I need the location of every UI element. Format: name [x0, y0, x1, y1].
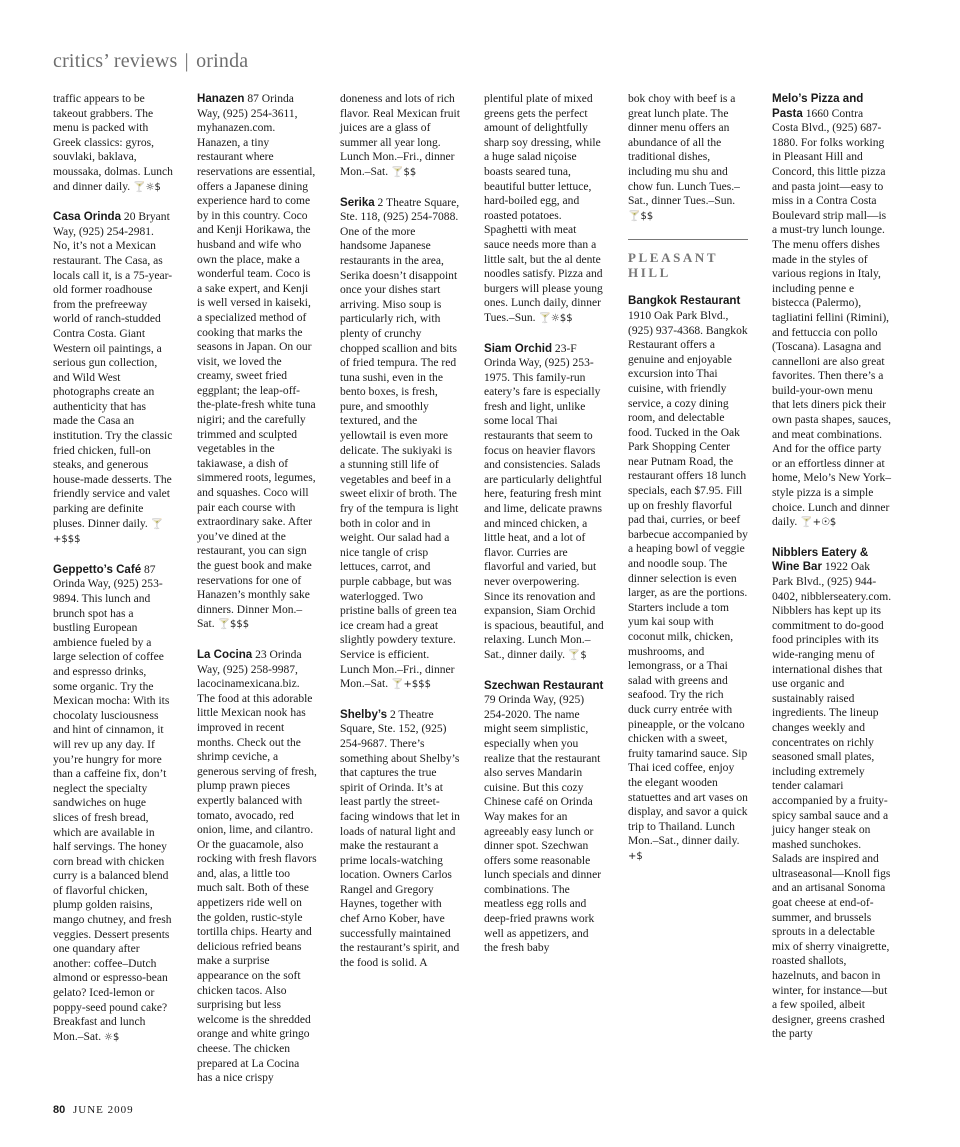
page-footer — [53, 1104, 134, 1116]
restaurant-name: Geppetto’s Café — [53, 563, 142, 576]
review-text: 87 Orinda Way, (925) 253-9894. This lunch and brunch spot has a bustling European ambience fueled by a large selection of coffee and espresso drinks, some organic. Try the Mexican mocha: With its chocolaty lusciousness and hint of cinnamon, it will rev up any day. If you’re hungry for more than a caffeine fix, don’t neglect the specialty sandwiches on huge slices of fresh bread, which are available in half servings. The honey corn bread with chicken curry is a balanced blend of flavorful chicken, plump golden raisins, mango chutney, and fresh veggies. Dessert presents one quandary after another: coffee–Dutch almond or espresso-bean gelato? Iced-lemon or poppy-seed pound cake? Breakfast and lunch Mon.–Sat. — [53, 563, 172, 1043]
review-text: 1660 Contra Costa Blvd., (925) 687-1880. For folks working in Pleasant Hill and Concord, this little pizza and pasta joint—easy to miss in a Contra Costa Boulevard strip mall—is a must-try lunch lounge. The menu offers dishes made in the styles of various regions in Italy, including penne e bistecca (Palermo), tagliatini fellini (Rimini), and fettuccia con pollo (Toscana). Lasagna and cannelloni are also great favorites. Then there’s a build-your-own menu that lets diners pick their own pasta shapes, sauces, and meat combinations. And for the office party or an effortless dinner at home, Melo’s New York–style pizza is a simple choice. Lunch and dinner daily. — [772, 107, 891, 529]
price-symbols: 🍸+☉$ — [800, 517, 837, 529]
review-entry — [197, 92, 317, 633]
price-symbols: 🍸$ — [567, 649, 587, 661]
review-entry — [197, 648, 317, 1086]
header-separator: | — [184, 50, 189, 72]
restaurant-name: Nibblers Eatery & Wine Bar — [772, 546, 869, 574]
restaurant-name: Melo’s Pizza and Pasta — [772, 93, 864, 120]
review-entry — [772, 92, 892, 531]
review-text: 2 Theatre Square, Ste. 152, (925) 254-9687. There’s something about Shelby’s that captures the true spirit of Orinda. It’s at least partly the street-facing windows that let in loads of natural light and make the restaurant a prime locals-watching location. Owners Carlos Rangel and Gregory Haynes, together with chef Arno Kober, have successfully maintained the restaurant’s spirit, and the food is solid. A — [340, 708, 460, 969]
section-title: critics’ reviews — [53, 50, 178, 72]
section-divider — [628, 239, 748, 240]
restaurant-name: Serika — [340, 196, 375, 209]
price-symbols: 🍸$$ — [628, 210, 654, 222]
review-text: traffic appears to be takeout grabbers. The menu is packed with Greek classics: gyros, souvlaki, baklava, moussaka, dolmas. Lunch and dinner daily. — [53, 93, 173, 193]
issue-date: JUNE 2009 — [73, 1104, 134, 1116]
review-continuation — [628, 92, 748, 224]
page-header — [53, 50, 248, 73]
restaurant-name: Casa Orinda — [53, 211, 122, 224]
column-6 — [772, 92, 892, 1042]
price-symbols: +$ — [628, 850, 643, 862]
column-4 — [484, 92, 604, 956]
review-entry — [340, 196, 460, 693]
column-5 — [628, 92, 748, 865]
review-entry — [53, 210, 173, 548]
price-symbols: ☼$ — [104, 1031, 120, 1043]
restaurant-name: Siam Orchid — [484, 342, 553, 355]
price-symbols: 🍸☼$$ — [538, 312, 573, 324]
review-text: 23-F Orinda Way, (925) 253-1975. This family-run eatery’s fare is especially fresh and light, unlike some local Thai restaurants that seem to focus on heavier flavors and consistencies. Salads are particularly delightful here, featuring fresh mint and lime, delicate prawns and minced chicken, a little heat, and a lot of flavor. Curries are flavorful and varied, but never overpowering. Since its renovation and expansion, Siam Orchid is spacious, beautiful, and relaxing. Lunch Mon.–Sat., dinner daily. — [484, 342, 604, 661]
price-symbols: 🍸+$$$ — [391, 679, 431, 691]
review-continuation — [340, 92, 460, 181]
restaurant-name: Hanazen — [197, 93, 245, 105]
review-text: 1922 Oak Park Blvd., (925) 944-0402, nibblerseatery.com. Nibblers has kept up its commitment to do-good food principles with its wide-ranging menu of international dishes that use organic and sustainably raised ingredients. The lineup changes weekly and concentrates on richly seasoned small plates, including extremely tender calamari accompanied by a fruity-spicy sambal sauce and a juicy hanger steak on mashed sunchokes. Salads are inspired and ultraseasonal—Knoll figs and an artisanal Sonoma goat cheese at end-of-summer, and brussels sprouts in a delectable mix of sherry vinaigrette, roasted shallots, hazelnuts, and bacon in winter, for instance—but a few spoiled, albeit designer, greens crashed the party — [772, 561, 892, 1041]
price-symbols: 🍸$$$ — [217, 619, 250, 631]
location-title: orinda — [196, 50, 249, 72]
price-symbols: 🍸☼$ — [133, 181, 161, 193]
restaurant-name: La Cocina — [197, 648, 253, 661]
restaurant-name: Shelby’s — [340, 708, 388, 721]
review-continuation — [484, 92, 604, 327]
price-symbols: 🍸+$$$ — [53, 518, 164, 546]
review-entry — [53, 563, 173, 1046]
page-number: 80 — [53, 1104, 66, 1116]
review-text: bok choy with beef is a great lunch plate. The dinner menu offers an abundance of all the traditional dishes, including mu shu and chow fun. Lunch Tues.–Sat., dinner Tues.–Sun. — [628, 93, 740, 208]
section-heading: PLEASANT HILL — [628, 250, 718, 281]
review-text: 1910 Oak Park Blvd., (925) 937-4368. Bangkok Restaurant offers a genuine and enjoyable excursion into Thai cuisine, with friendly service, a cozy dining room, and delectable food. Tucked in the Oak Park Shopping Center near Putnam Road, the restaurant offers 18 lunch specials, each $7.95. Fill up on freshly flavorful pad thai, curries, or beef barbecue accompanied by a heaping bowl of veggie and noodle soup. The dinner selection is even larger, as are the portions. Starters include a tom yum kai soup with coconut milk, chicken, mushrooms, and lemongrass, or a Thai salad with greens and seafood. Try the rich duck curry entrée with pineapple, or the volcano chicken with a sweet, fruity tamarind sauce. Sip Thai iced coffee, enjoy the elegant wooden statuettes and art vases on display, and savor a quick trip to Thailand. Lunch Mon.–Sat., dinner daily. — [628, 309, 748, 848]
column-1 — [53, 92, 173, 1045]
review-continuation — [53, 92, 173, 195]
price-symbols: 🍸$$ — [391, 166, 417, 178]
review-columns — [53, 92, 911, 1092]
review-text: plentiful plate of mixed greens gets the perfect amount of delightfully sharp soy dressing, while a huge salad niçoise boasts seared tuna, beautiful butter lettuce, hard-boiled egg, and roasted potatoes. Spaghetti with meat sauce needs more than a little salt, but the al dente noodles satisfy. Pizza and burgers will please young ones. Lunch daily, dinner Tues.–Sun. — [484, 93, 603, 324]
column-2 — [197, 92, 317, 1086]
review-entry — [484, 679, 604, 956]
restaurant-name: Szechwan Restaurant — [484, 679, 604, 692]
review-entry — [628, 294, 748, 864]
review-text: doneness and lots of rich flavor. Real Mexican fruit juices are a glass of summer all year long. Lunch Mon.–Fri., dinner Mon.–Sat. — [340, 93, 460, 178]
review-text: 2 Theatre Square, Ste. 118, (925) 254-7088. One of the more handsome Japanese restaurants in the area, Serika doesn’t disappoint once your dishes start arriving. Miso soup is particularly rich, with plenty of crunchy chopped scallion and bits of fried tempura. The red tuna sushi, even in the bento boxes, is fresh, pure, and smoothly textured, and the yellowtail is even more delicate. The sukiyaki is a stunning still life of vegetables and beef in a sweet elixir of broth. The fry of the tempura is light both in color and in weight. Our salad had a nice tangle of crisp lettuces, carrot, and purple cabbage, but was waterlogged. Two pristine balls of green tea ice cream had a great slightly powdery texture. Service is efficient. Lunch Mon.–Fri., dinner Mon.–Sat. — [340, 196, 460, 691]
review-entry — [340, 708, 460, 971]
restaurant-name: Bangkok Restaurant — [628, 295, 741, 308]
review-text: 20 Bryant Way, (925) 254-2981. No, it’s not a Mexican restaurant. The Casa, as locals call it, is a 75-year-old former roadhouse from the prefreeway world of ranch-studded Contra Costa. Giant Western oil paintings, a serious gun collection, and Wild West photographs create an authenticity that has made the Casa an institution. Try the classic fried chicken, full-on steaks, and generous house-made desserts. The friendly service and valet parking are definite pluses. Dinner daily. — [53, 211, 173, 530]
review-entry — [772, 546, 892, 1042]
review-text: 87 Orinda Way, (925) 254-3611, myhanazen.com. Hanazen, a tiny restaurant where reservations are essential, offers a Japanese dining experience hard to come by in this country. Coco and Kenji Horikawa, the husband and wife who own the place, make a wonderful team. Coco is a sake expert, and Kenji is well versed in kaiseki, a specialized method of cooking that marks the seasons in Japan. On our visit, we loved the creamy, sweet fried eggplant; the leap-off-the-plate-fresh white tuna nigiri; and the carefully trimmed and sculpted vegetables in the takiawase, a dish of simmered roots, legumes, and squashes. Coco will pair each course with extraordinary sake. After you’ve dined at the restaurant, you can sign the guest book and make reservations for one of Hanazen’s monthly sake dinners. Dinner Mon.–Sat. — [197, 93, 316, 631]
review-text: 23 Orinda Way, (925) 258-9987, lacocinamexicana.biz. The food at this adorable little Mexican nook has improved in recent months. Check out the shrimp ceviche, a generous serving of fresh, plump prawn pieces expertly balanced with tomato, avocado, red onion, lime, and cilantro. Or the guacamole, also rocking with fresh flavors and, alas, a little too much salt. Both of these appetizers ride well on the golden, rustic-style tortilla chips. Hearty and delicious refried beans make a surprise appearance on the soft chicken tacos. Also surprising but less welcome is the shredded orange and white gringo cheese. The chicken prepared at La Cocina has a nice crispy — [197, 648, 317, 1085]
column-3 — [340, 92, 460, 970]
review-entry — [484, 342, 604, 664]
review-text: 79 Orinda Way, (925) 254-2020. The name might seem simplistic, especially when you realize that the restaurant also serves Mandarin cuisine. But this cozy Chinese café on Orinda Way makes for an agreeably easy lunch or dinner spot. Szechwan offers some reasonable lunch specials and dinner combinations. The meatless egg rolls and deep-fried prawns work well as appetizers, and the fresh baby — [484, 694, 602, 955]
